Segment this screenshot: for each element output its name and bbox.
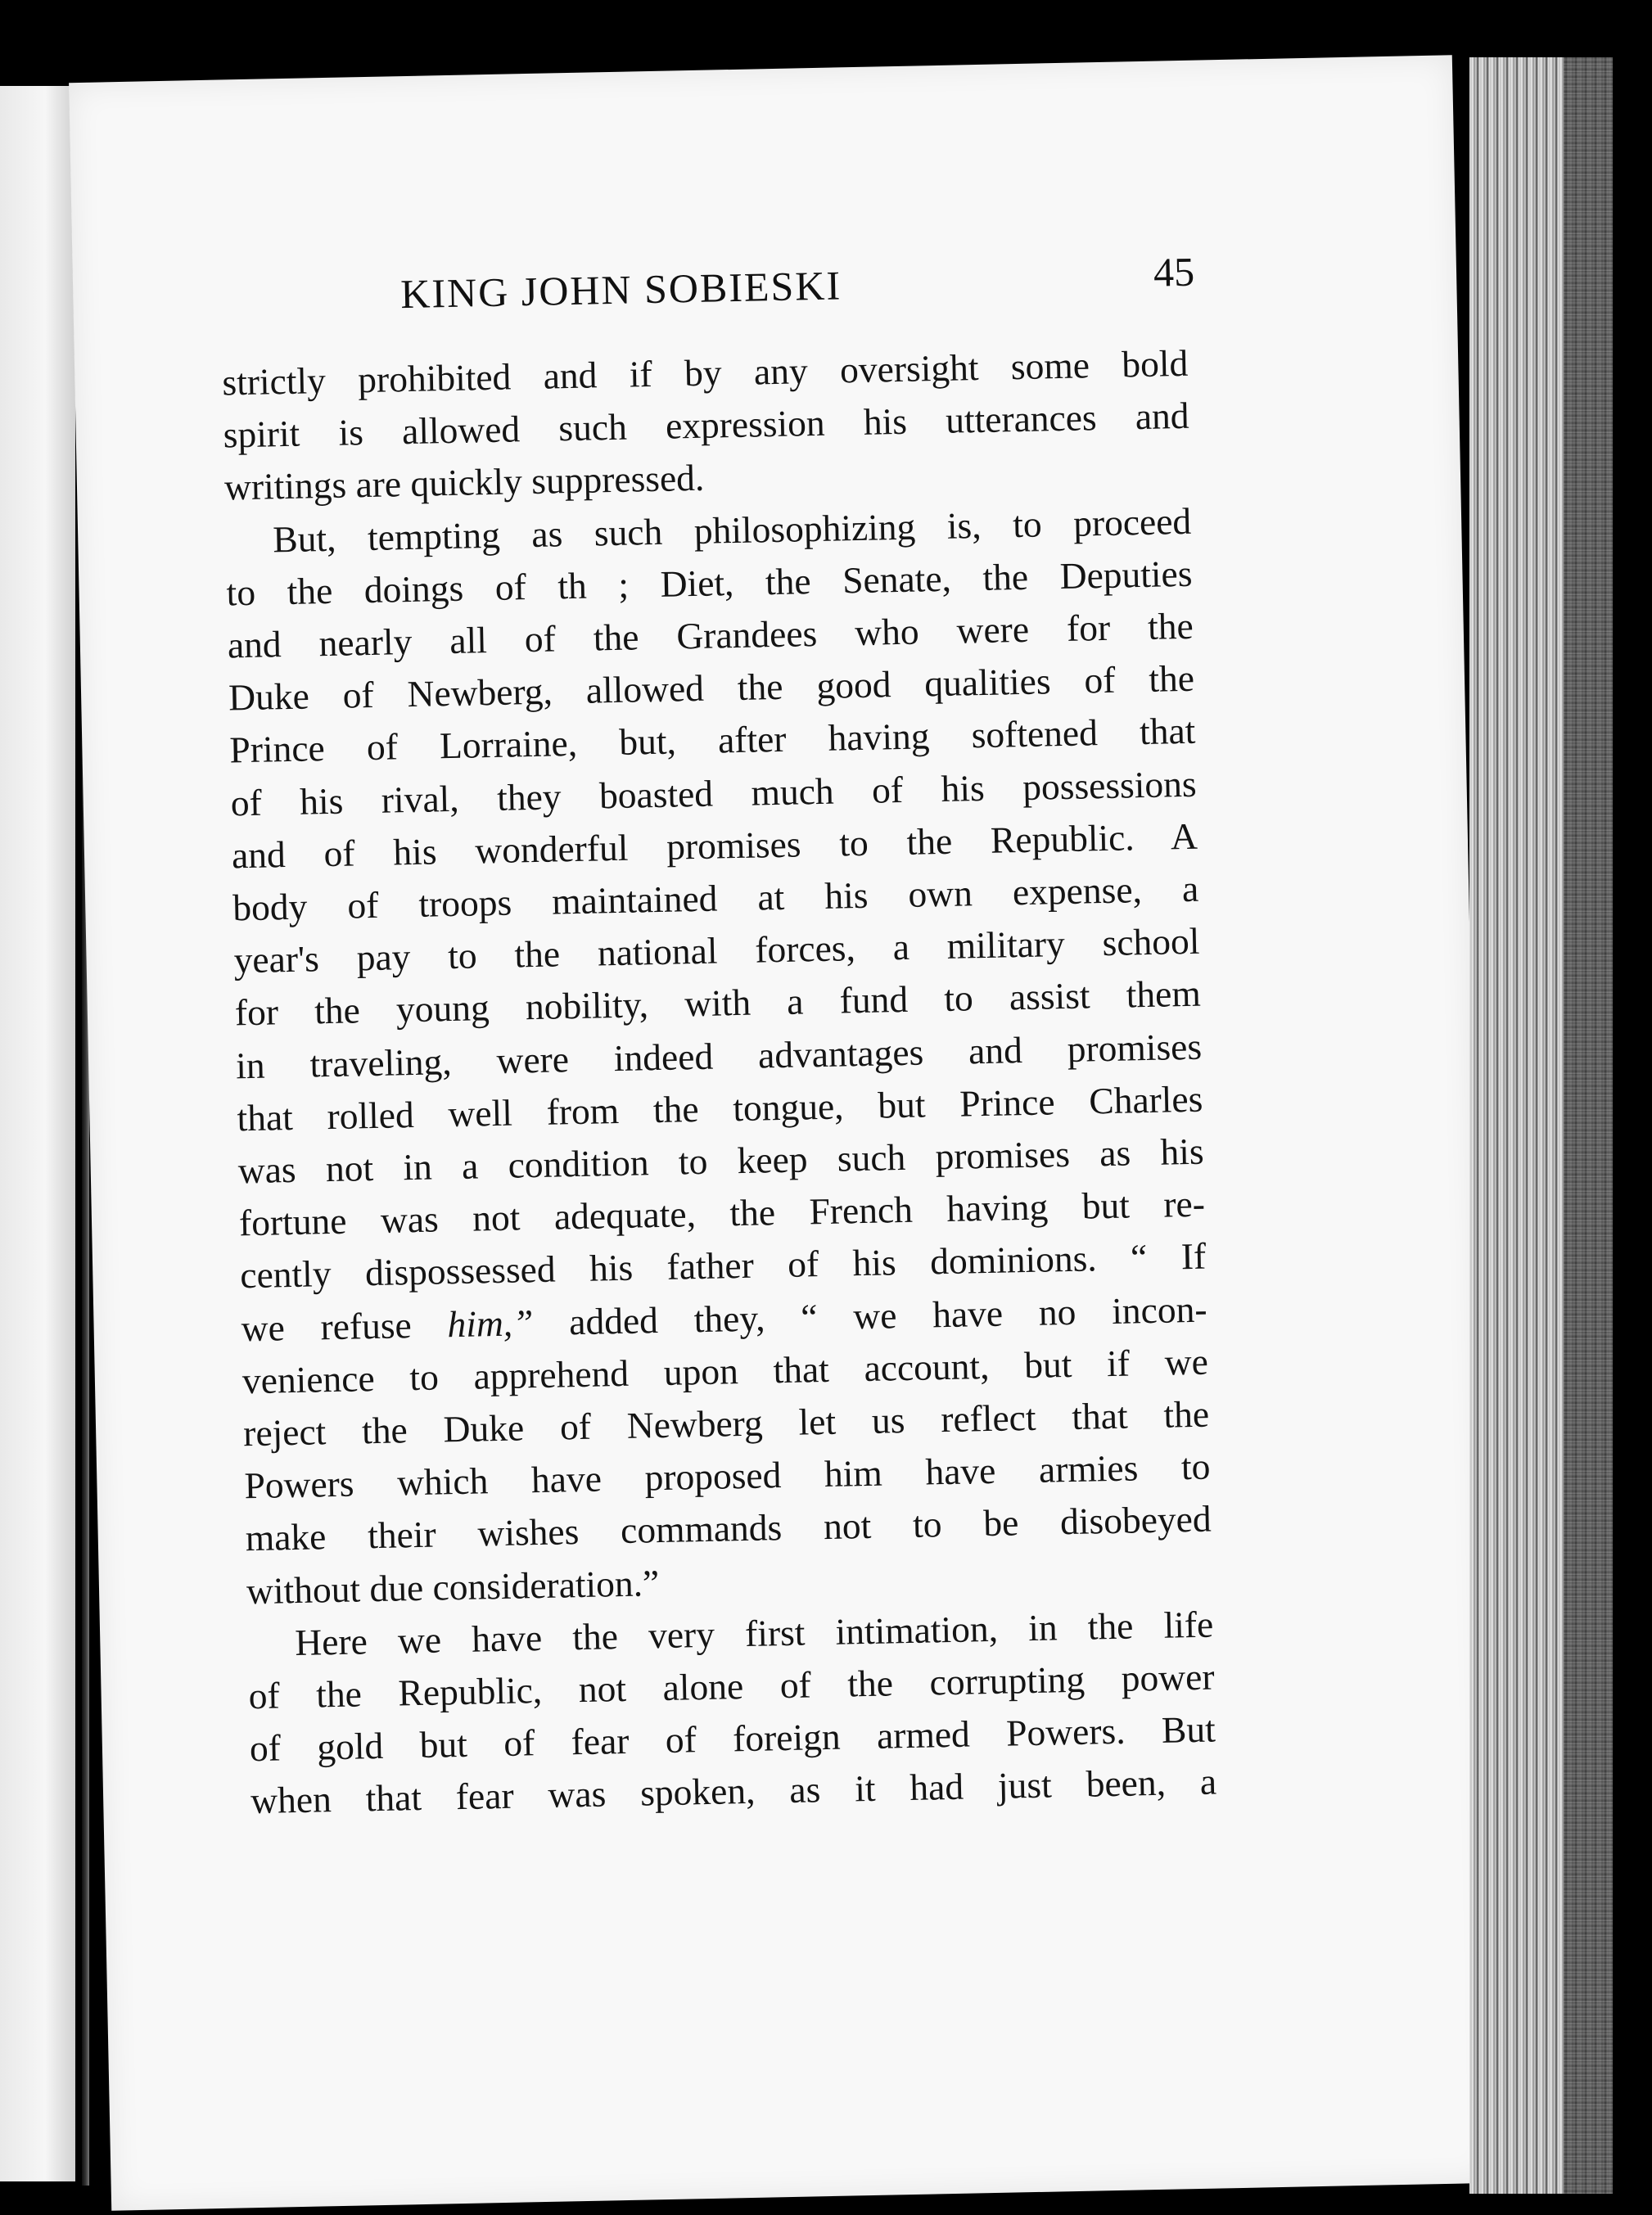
text-line: in traveling, were indeed advantages and promises (235, 1025, 1203, 1087)
text-line: Duke of Newberg, allowed the good qualities of the (228, 656, 1195, 719)
text-line: without due consideration.” (246, 1561, 660, 1612)
text-line: that rolled well from the tongue, but Prince Charles (236, 1077, 1203, 1139)
text-line: when that fear was spoken, as it had just been, a (250, 1760, 1217, 1822)
text-line: body of troops maintained at his own expense, a (232, 867, 1199, 929)
book-page (69, 55, 1495, 2210)
text-line: venience to apprehend upon that account, but if we (241, 1340, 1209, 1402)
text-line: of gold but of fear of foreign armed Powers. But (249, 1707, 1216, 1770)
text-line: cently dispossessed his father of his dominions. “ If (239, 1235, 1207, 1297)
text-line: was not in a condition to keep such promises as his (237, 1130, 1205, 1192)
text-line: to the doings of th ; Diet, the Senate, the Deputies (226, 552, 1193, 614)
text-segment: we refuse (241, 1302, 449, 1349)
previous-page-edge (0, 86, 75, 2181)
text-line: for the young nobility, with a fund to assist them (234, 972, 1202, 1034)
book-edge-shadow (1564, 57, 1613, 2194)
italic-word: him,” (446, 1301, 534, 1345)
text-line: Prince of Lorraine, but, after having softened that (228, 710, 1196, 771)
text-line: writings are quickly suppressed. (223, 457, 705, 508)
text-line: reject the Duke of Newberg let us reflect that the (242, 1392, 1210, 1455)
text-line: and nearly all of the Grandees who were for the (227, 604, 1194, 666)
running-head: KING JOHN SOBIESKI (399, 262, 842, 318)
body-text (222, 337, 1217, 1828)
text-line: of his rival, they boasted much of his possessions (230, 762, 1198, 824)
text-line: But, tempting as such philosophizing is, to proceed (272, 499, 1192, 560)
text-line: spirit is allowed such expression his utterances and (223, 395, 1190, 456)
page-number: 45 (1153, 248, 1195, 295)
text-line: make their wishes commands not to be disobeyed (245, 1498, 1212, 1559)
text-line: Powers which have proposed him have armies to (244, 1445, 1211, 1507)
text-line: strictly prohibited and if by any oversight some bold (221, 341, 1189, 404)
text-segment: added they, “ we have no incon- (532, 1288, 1207, 1343)
text-line: year's pay to the national forces, a military school (233, 919, 1200, 981)
text-line: Here we have the very first intimation, in the life (294, 1603, 1214, 1663)
text-line: of the Republic, not alone of the corrupting power (248, 1655, 1215, 1717)
page-header (237, 248, 1262, 347)
text-line: fortune was not adequate, the French having but re- (238, 1182, 1206, 1244)
text-line: and of his wonderful promises to the Republic. A (231, 814, 1198, 877)
